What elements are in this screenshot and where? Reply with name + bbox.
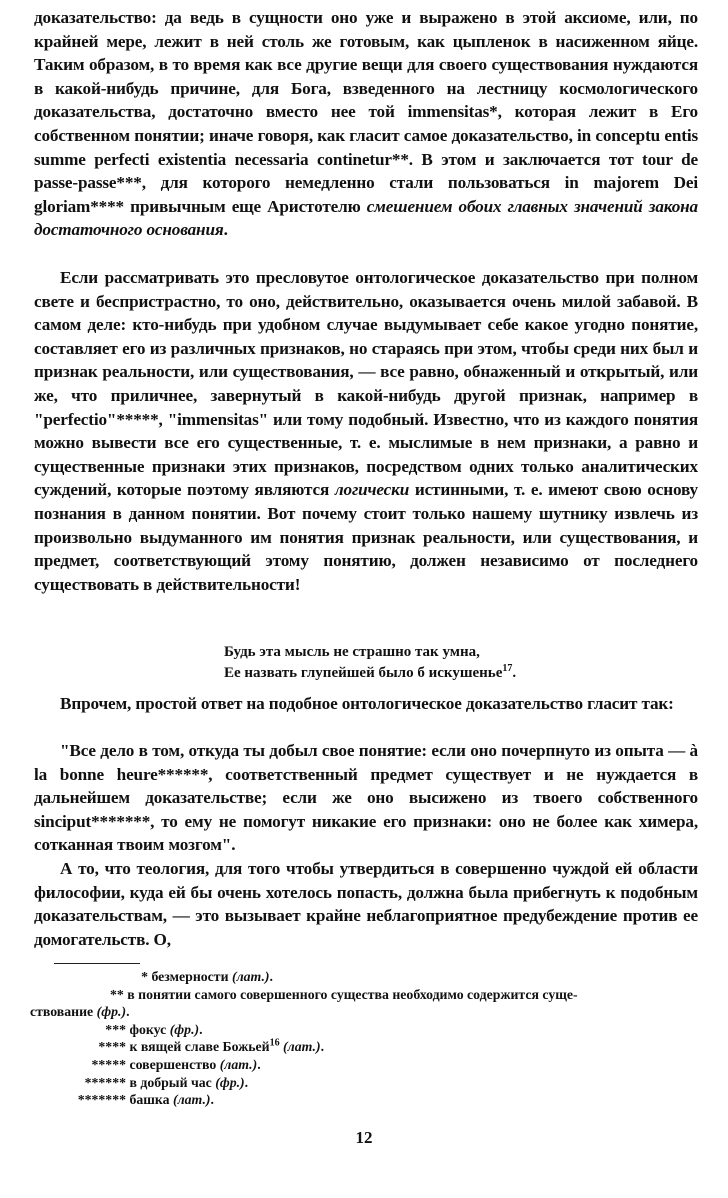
paragraph-1-end: . [223,220,228,240]
paragraph-2-text: Если рассматривать это пресловутое онтологическое доказательство при полном свете и беспристрастно, то оно, действительно, оказывается очень милой забавой. В самом деле: кто-нибудь при удобном случае выдумывает себе какое угодно понятие, составляет его из различных признаков, но стараясь при этом, чтобы среди них был и признак реальности, или существования, — все равно, обнаженный и открытый, или же, что приличнее, завернутый в какой-нибудь другой признак, например в "perfectio"*****, "immensitas" или тому подобный. Известно, что из каждого понятия можно вывести все его существенные, т. е. мыслимые в нем признаки, а равно и существенные признаки этих признаков, посредством одних только аналитических суждений, которые поэтому являются [34,268,698,500]
footnote-text: безмерности [148,969,232,984]
footnote-endnote-ref: 16 [269,1037,280,1049]
poem-line-2-end: . [512,665,517,681]
poem-line-1: Будь эта мысль не страшно так умна, [224,644,480,660]
paragraph-5: А то, что теология, для того чтобы утвердиться в совершенно чуждой ей области философии, куда ей бы очень хотелось попасть, должна была прибегнуть к подобным доказательствам, — это вызывает крайне неблагоприятное предубеждение против ее домогательств. О, [34,859,698,949]
paragraph-1-emphasis: смешением обоих главных значений закона достаточного основания [34,196,698,240]
footnote-mark: ******* [77,1092,126,1108]
paragraph-1 [34,6,698,242]
footnote-end: . [244,1074,249,1090]
footnote-text-continued: ствование [30,1004,97,1020]
footnote-language: (лат.) [172,1092,211,1108]
footnote-mark: * [141,969,148,984]
footnote-mark: ** [110,986,124,1002]
footnote-language: (фр.) [215,1074,245,1090]
paragraph-2-emphasis: логически [334,480,410,500]
footnote-mark: *** [105,1021,126,1037]
paragraph-4: "Все дело в том, откуда ты добыл свое понятие: если оно почерпнуто из опыта — à la bonne heure******, соответственный предмет существует и не нуждается в дальнейшем доказательстве; если же оно высижено из твоего собственного sinciput*******, то ему не помогут никакие его признаки: оно не более как химера, сотканная твоим мозгом". [34,741,698,855]
footnote-mark: ****** [84,1074,126,1090]
footnote-end: . [199,1021,203,1037]
footnote-4 [30,1038,700,1056]
footnote-end: . [269,969,273,984]
paragraph-2-text-end: истинными, т. е. имеют свою основу познания в данном понятии. Вот почему стоит только нашему шутнику извлечь из произвольно выдуманного им понятия признак реальности, или существования, и предмет, соответствующий этому понятию, должен независимо от последнего существовать в действительности! [34,480,698,594]
footnotes [30,968,700,1109]
footnote-end: . [257,1056,261,1072]
footnote-2 [30,986,700,1021]
footnote-first-line [30,986,700,1004]
footnote-end: . [126,1004,130,1020]
footnote-7 [30,1091,700,1109]
paragraph-1-text: доказательство: да ведь в сущности оно уже и выражено в этой аксиоме, или, по крайней мере, лежит в ней столь же готовым, как цыпленок в насиженном яйце. Таким образом, в то время как все другие вещи для своего существования нуждаются в какой-нибудь причине, для Бога, взведенного на лестницу космологического доказательства, достаточно вместо нее той immensitas*, которая лежит в Его собственном понятии; иначе говоря, как гласит самое доказательство, in conceptu entis summe perfecti existentia necessaria continetur**. В этом и заключается тот tour de passe-passe***, для которого немедленно стали пользоваться in majorem Dei gloriam**** привычным еще Аристотелю [34,8,698,216]
paragraph-2 [34,266,698,596]
footnote-divider [54,963,140,964]
footnote-language: (лат.) [219,1056,258,1072]
footnote-text: к вящей славе Божьей [126,1039,270,1055]
footnote-mark: ***** [91,1056,126,1072]
footnote-end: . [210,1092,214,1108]
footnote-3 [30,1021,700,1039]
footnote-1 [30,968,700,986]
poem-quote [224,642,516,684]
footnote-text: в добрый час [126,1074,216,1090]
poem-line-2 [224,663,516,684]
footnote-mark: **** [98,1039,126,1055]
poem-line-2-text: Ее назвать глупейшей было б искушенье [224,665,503,681]
footnote-language: (лат.) [283,1039,321,1055]
footnote-text: фокус [126,1021,170,1037]
footnote-5 [30,1056,700,1074]
footnote-language: (лат.) [231,969,270,984]
footnote-text: в понятии самого совершенного существа необходимо содержится суще- [123,986,578,1002]
footnote-text: совершенство [126,1056,220,1072]
footnote-end: . [320,1039,325,1055]
paragraph-3: Впрочем, простой ответ на подобное онтологическое доказательство гласит так: [60,694,674,713]
footnote-6 [30,1074,700,1092]
footnote-language: (фр.) [169,1021,200,1037]
poem-endnote-ref: 17 [502,663,513,674]
page-number: 12 [355,1128,373,1147]
footnote-language: (фр.) [96,1004,127,1020]
footnote-text: башка [126,1092,173,1108]
